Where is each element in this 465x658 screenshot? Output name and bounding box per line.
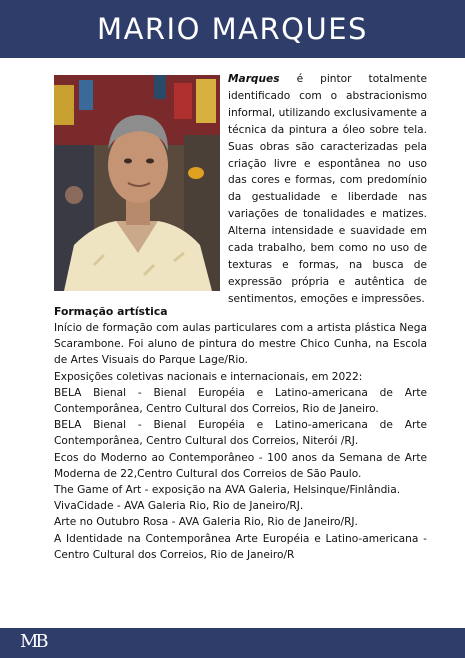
artist-photo — [54, 75, 220, 291]
mb-logo: MB — [20, 631, 46, 652]
page-header — [0, 0, 465, 58]
bio-text: é pintor totalmente identificado com o abstracionismo informal, utilizando exclusivamente a técnica da pintura a óleo sobre tela. Suas obras são caracterizadas pela criação livre e espontânea no uso das cores e formas, com predomínio da gestualidade e liberdade nas variações de tonalidades e matizes. Alterna intensidade e suavidade em cada trabalho, bem como no uso de texturas e formas, na busca de expressão própria e autêntica de sentimentos, emoções e impressões. — [228, 73, 427, 305]
artist-name: Marques — [228, 73, 280, 85]
formacao-paragraph: Arte no Outubro Rosa - AVA Galeria Rio, Rio de Janeiro/RJ. — [54, 516, 358, 529]
formacao-paragraph: A Identidade na Contemporânea Arte Européia e Latino-americana - Centro Cultural dos Correios, Rio de Janeiro/R — [54, 532, 427, 561]
formacao-paragraph: BELA Bienal - Bienal Européia e Latino-americana de Arte Contemporânea, Centro Cultural dos Correios, Rio de Janeiro. — [54, 386, 427, 416]
artist-bio — [228, 71, 427, 308]
page-title: MARIO MARQUES — [97, 12, 368, 46]
formacao-paragraph: The Game of Art - exposição na AVA Galeria, Helsinque/Finlândia. — [54, 484, 401, 497]
formacao-paragraph: Início de formação com aulas particulares com a artista plástica Nega Scarambone. Foi aluno de pintura do mestre Chico Cunha, na Escola de Artes Visuais do Parque Lage/Rio. — [54, 322, 427, 367]
formacao-paragraph: BELA Bienal - Bienal Européia e Latino-americana de Arte Contemporânea, Centro Cultural dos Correios, Niterói /RJ. — [54, 419, 427, 448]
formacao-paragraph: VivaCidade - AVA Galeria Rio, Rio de Janeiro/RJ. — [54, 500, 304, 513]
page-footer — [0, 628, 465, 658]
formacao-paragraph: Exposições coletivas nacionais e internacionais, em 2022: — [54, 370, 363, 383]
formacao-text — [54, 320, 427, 563]
formacao-paragraph: Ecos do Moderno ao Contemporâneo - 100 anos da Semana de Arte Moderna de 22,Centro Cultural dos Correios de São Paulo. — [54, 451, 427, 480]
formacao-title: Formação artística — [54, 305, 168, 318]
